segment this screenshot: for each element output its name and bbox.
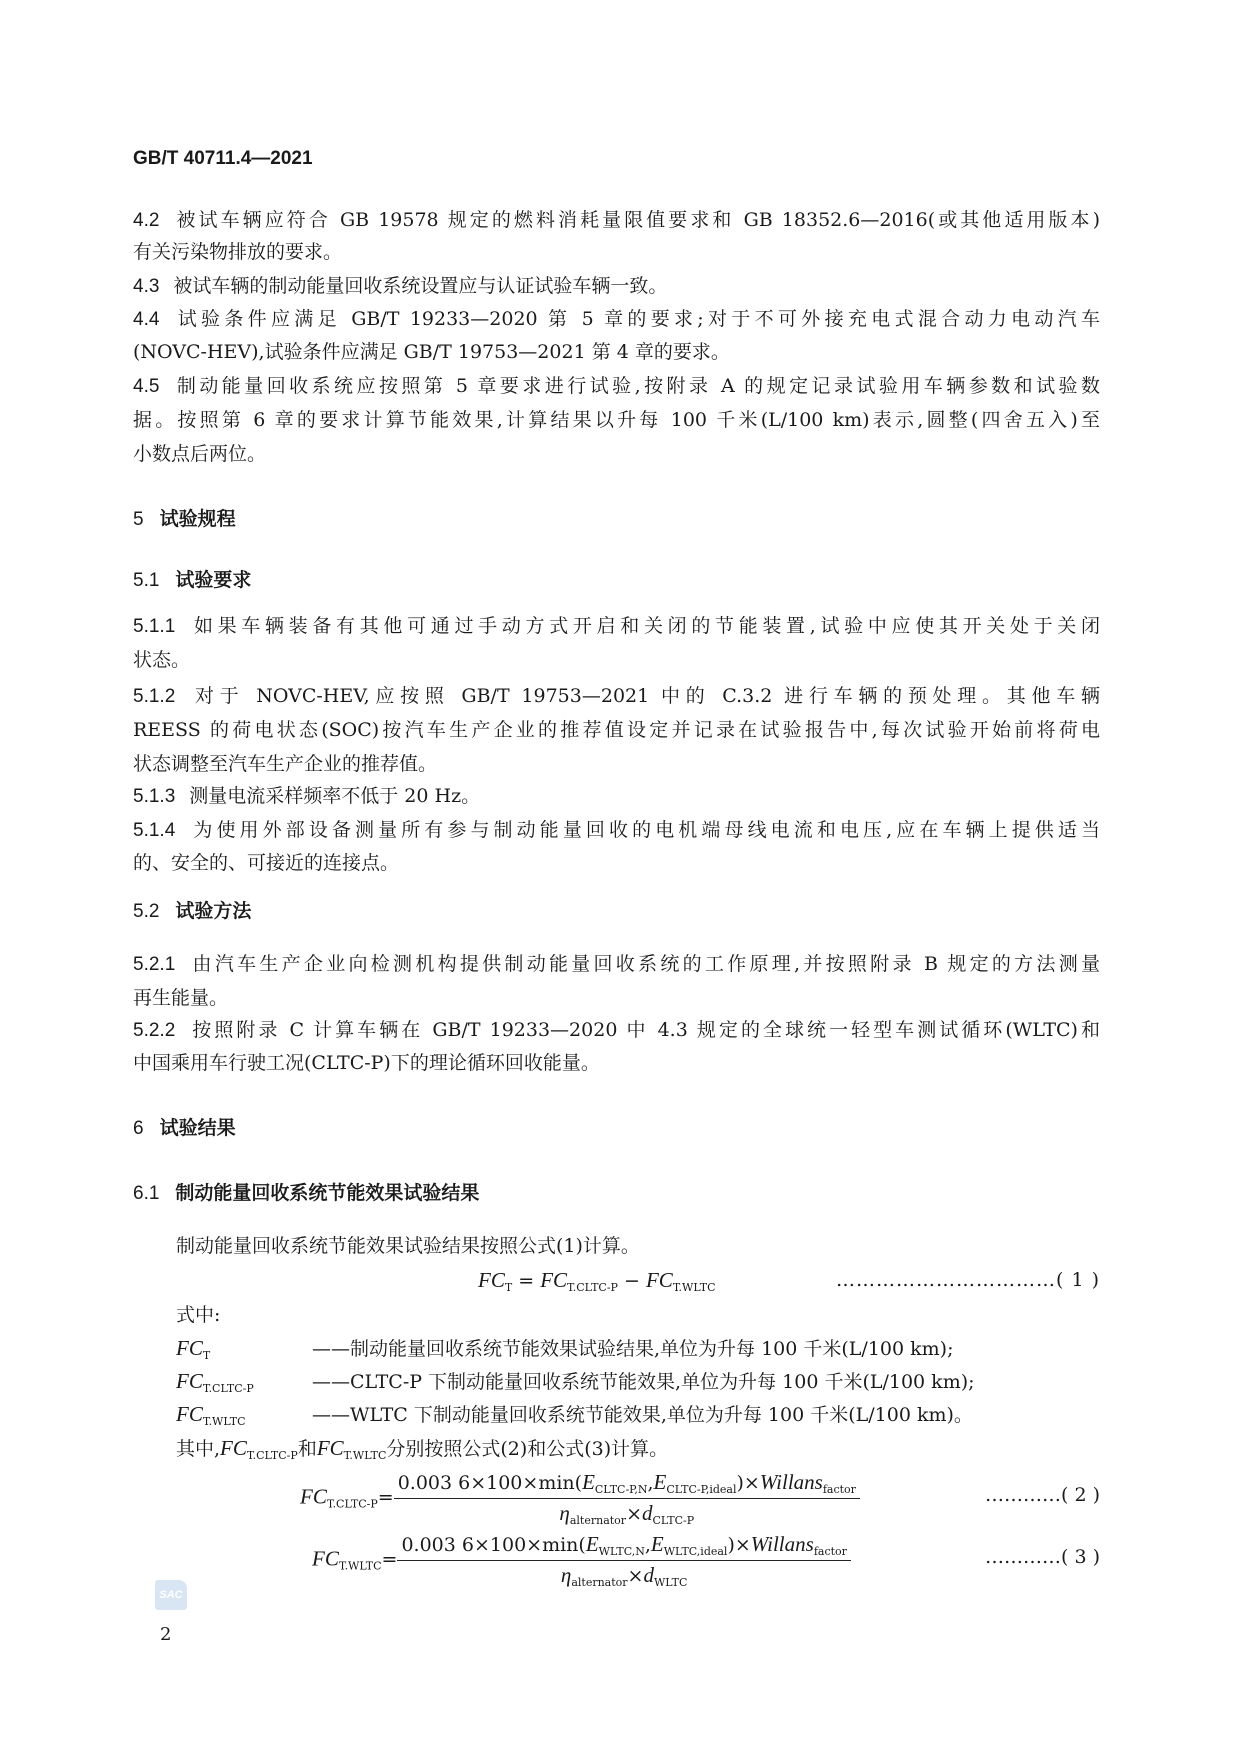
paragraph-5.2.2 bbox=[133, 1015, 1100, 1045]
where-label: 式中: bbox=[176, 1304, 221, 1326]
definition-text: ——制动能量回收系统节能效果试验结果,单位为升每 100 千米(L/100 km); bbox=[312, 1338, 954, 1360]
paragraph-text: 对于 NOVC-HEV,应按照 GB/T 19753—2021 中的 C.3.2 进行车辆的预处理。其他车辆 bbox=[189, 685, 1100, 707]
paragraph-text: 小数点后两位。 bbox=[133, 443, 267, 465]
section-heading-6 bbox=[133, 1114, 1100, 1144]
symbol-fc: FC bbox=[176, 1336, 203, 1360]
clause-number: 5.1.2 bbox=[133, 686, 176, 707]
section-heading-6.1 bbox=[133, 1179, 1100, 1209]
section-title: 制动能量回收系统节能效果试验结果 bbox=[175, 1183, 480, 1204]
paragraph-4.2 bbox=[133, 205, 1100, 235]
formula-1 bbox=[133, 1265, 1100, 1295]
numerator: 0.003 $6\times 100\times\min(E_{WLTC,N},E_{WLTC,ideal})\times Willans_{factor}$ bbox=[397, 1532, 850, 1561]
formula-3 bbox=[312, 1532, 851, 1589]
paragraph-5.1.2 bbox=[133, 681, 1100, 711]
text: 0.003 6×100×min( bbox=[401, 1534, 586, 1556]
paragraph-5.2.1 bbox=[133, 949, 1100, 979]
paragraph-continuation bbox=[133, 1048, 1100, 1078]
sub: T bbox=[504, 1281, 513, 1294]
paragraph-continuation bbox=[133, 749, 1100, 779]
clause-number: 5.1.4 bbox=[133, 820, 176, 841]
clause-number: 4.2 bbox=[133, 210, 160, 231]
paragraph-text: 状态调整至汽车生产企业的推荐值。 bbox=[133, 753, 438, 775]
equals: = bbox=[518, 1270, 535, 1292]
sub: T bbox=[202, 1349, 211, 1362]
paragraph-text: 被试车辆的制动能量回收系统设置应与认证试验车辆一致。 bbox=[173, 275, 668, 297]
definition-item bbox=[176, 1399, 1143, 1429]
section-number: 5.2 bbox=[133, 901, 160, 922]
paragraph-text: 的、安全的、可接近的连接点。 bbox=[133, 852, 400, 874]
paragraph-continuation bbox=[133, 983, 1100, 1013]
paragraph-5.1.3 bbox=[133, 781, 1100, 811]
clause-number: 4.5 bbox=[133, 376, 160, 397]
paragraph-text: 状态。 bbox=[133, 649, 191, 671]
paragraph-4.3 bbox=[133, 271, 1100, 301]
numerator: 0.003 $6\times 100\times\min(E_{CLTC-P,N},E_{CLTC-P,ideal})\times Willans_{factor}$ bbox=[394, 1470, 860, 1499]
equals: = bbox=[377, 1486, 394, 1509]
formula-intro: 制动能量回收系统节能效果试验结果按照公式(1)计算。 bbox=[176, 1235, 640, 1257]
paragraph-continuation bbox=[133, 405, 1100, 435]
sub: T.WLTC bbox=[343, 1449, 387, 1462]
symbol-fc: FC bbox=[300, 1484, 327, 1509]
section-number: 5 bbox=[133, 509, 144, 530]
sub: WLTC,ideal bbox=[663, 1545, 728, 1558]
symbol-fc: FC bbox=[220, 1436, 247, 1460]
symbol-d: d bbox=[641, 1501, 653, 1525]
paragraph-continuation bbox=[133, 715, 1100, 745]
symbol-e: E bbox=[653, 1470, 667, 1494]
paragraph-text: 中国乘用车行驶工况(CLTC-P)下的理论循环回收能量。 bbox=[133, 1052, 600, 1074]
definition-item bbox=[176, 1333, 1143, 1363]
section-number: 6 bbox=[133, 1118, 144, 1139]
section-title: 试验规程 bbox=[159, 509, 236, 530]
sub: CLTC-P,N bbox=[594, 1483, 648, 1496]
paragraph-continuation bbox=[133, 645, 1100, 675]
paragraph-continuation bbox=[133, 439, 1100, 469]
paragraph-text: 有关污染物排放的要求。 bbox=[133, 241, 343, 263]
section-number: 5.1 bbox=[133, 570, 160, 591]
formula-2 bbox=[300, 1470, 860, 1527]
equals: = bbox=[381, 1548, 398, 1571]
denominator bbox=[397, 1561, 850, 1589]
paragraph-text: 按照附录 C 计算车辆在 GB/T 19233—2020 中 4.3 规定的全球统一轻型车测试循环(WLTC)和 bbox=[189, 1019, 1100, 1041]
symbol-eta: η bbox=[559, 1501, 570, 1525]
willans: Willans bbox=[750, 1532, 814, 1556]
text: 其中, bbox=[176, 1438, 221, 1460]
symbol-e: E bbox=[582, 1470, 595, 1494]
paragraph-text: REESS 的荷电状态(SOC)按汽车生产企业的推荐值设定并记录在试验报告中,每次试验开始前将荷电 bbox=[133, 719, 1100, 741]
symbol-e: E bbox=[650, 1532, 664, 1556]
clause-number: 5.2.1 bbox=[133, 954, 176, 975]
definition-item bbox=[176, 1366, 1143, 1396]
sub: alternator bbox=[571, 1576, 628, 1589]
sub: T.CLTC-P bbox=[567, 1281, 618, 1294]
text: 分别按照公式(2)和公式(3)计算。 bbox=[386, 1438, 669, 1460]
paragraph-text: 试验条件应满足 GB/T 19233—2020 第 5 章的要求;对于不可外接充电式混合动力电动汽车 bbox=[173, 308, 1100, 330]
clause-number: 5.2.2 bbox=[133, 1020, 176, 1041]
fraction bbox=[394, 1470, 860, 1527]
paragraph-text: 再生能量。 bbox=[133, 987, 229, 1009]
paragraph-text: 如果车辆装备有其他可通过手动方式开启和关闭的节能装置,试验中应使其开关处于关闭 bbox=[189, 615, 1100, 637]
equation-number-1: ……………………………( 1 ) bbox=[836, 1269, 1100, 1291]
paragraph-text: 被试车辆应符合 GB 19578 规定的燃料消耗量限值要求和 GB 18352.6—2016(或其他适用版本) bbox=[173, 209, 1100, 231]
page-number: 2 bbox=[160, 1624, 172, 1645]
clause-number: 4.4 bbox=[133, 309, 160, 330]
standard-code-header: GB/T 40711.4—2021 bbox=[133, 148, 313, 169]
section-number: 6.1 bbox=[133, 1183, 160, 1204]
sub: CLTC-P bbox=[652, 1514, 695, 1527]
paragraph-continuation bbox=[133, 848, 1100, 878]
paragraph-4.4 bbox=[133, 304, 1100, 334]
fraction bbox=[397, 1532, 850, 1589]
symbol-fc: FC bbox=[316, 1436, 344, 1460]
equation-number-3: …………( 3 ) bbox=[985, 1546, 1100, 1568]
section-title: 试验结果 bbox=[159, 1118, 236, 1139]
sac-logo: SAC bbox=[155, 1580, 187, 1610]
times: × bbox=[627, 1565, 644, 1587]
paragraph-continuation bbox=[133, 237, 1100, 267]
paragraph-4.5 bbox=[133, 371, 1100, 401]
sub: T.WLTC bbox=[338, 1559, 382, 1573]
text: )× bbox=[736, 1472, 760, 1494]
sub: factor bbox=[813, 1545, 847, 1558]
willans: Willans bbox=[759, 1470, 823, 1494]
paragraph-5.1.4 bbox=[133, 815, 1100, 845]
sub: T.WLTC bbox=[672, 1281, 716, 1294]
section-heading-5.1 bbox=[133, 566, 1100, 596]
sub: T.CLTC-P bbox=[202, 1382, 254, 1395]
clause-number: 4.3 bbox=[133, 276, 160, 297]
text: 和 bbox=[297, 1438, 317, 1460]
clause-number: 5.1.3 bbox=[133, 786, 176, 807]
sub: T.CLTC-P bbox=[326, 1497, 378, 1511]
symbol-fc: FC bbox=[176, 1369, 203, 1393]
paragraph-text: 制动能量回收系统应按照第 5 章要求进行试验,按附录 A 的规定记录试验用车辆参数和试验数 bbox=[173, 375, 1100, 397]
section-title: 试验方法 bbox=[175, 901, 252, 922]
paragraph-text: (NOVC-HEV),试验条件应满足 GB/T 19753—2021 第 4 章的要求。 bbox=[133, 341, 730, 363]
symbol-d: d bbox=[643, 1563, 654, 1587]
sub: WLTC,N bbox=[598, 1545, 645, 1558]
symbol-e: E bbox=[585, 1532, 599, 1556]
among-sentence bbox=[176, 1433, 1143, 1463]
sub: alternator bbox=[569, 1514, 627, 1527]
sub: T.CLTC-P bbox=[246, 1449, 298, 1462]
paragraph-continuation bbox=[133, 337, 1100, 367]
denominator bbox=[394, 1499, 860, 1527]
symbol-fc: FC bbox=[478, 1268, 505, 1292]
sub: WLTC bbox=[653, 1576, 688, 1589]
definition-text: ——WLTC 下制动能量回收系统节能效果,单位为升每 100 千米(L/100 km)。 bbox=[312, 1404, 973, 1426]
sub: factor bbox=[822, 1483, 856, 1496]
symbol-fc: FC bbox=[540, 1268, 568, 1292]
times: × bbox=[626, 1503, 642, 1525]
symbol-fc: FC bbox=[176, 1402, 203, 1426]
sub: CLTC-P,ideal bbox=[666, 1483, 737, 1496]
section-heading-5.2 bbox=[133, 897, 1100, 927]
symbol-fc: FC bbox=[312, 1546, 339, 1571]
paragraph-text: 据。按照第 6 章的要求计算节能效果,计算结果以升每 100 千米(L/100 km)表示,圆整(四舍五入)至 bbox=[133, 409, 1100, 431]
paragraph-text: 由汽车生产企业向检测机构提供制动能量回收系统的工作原理,并按照附录 B 规定的方法测量 bbox=[189, 953, 1100, 975]
paragraph-5.1.1 bbox=[133, 611, 1100, 641]
text: 0.003 6×100×min( bbox=[397, 1472, 583, 1494]
symbol-fc: FC bbox=[645, 1268, 673, 1292]
equation-number-2: …………( 2 ) bbox=[985, 1484, 1100, 1506]
section-title: 试验要求 bbox=[175, 570, 252, 591]
clause-number: 5.1.1 bbox=[133, 616, 176, 637]
text: )× bbox=[727, 1534, 751, 1556]
definition-text: ——CLTC-P 下制动能量回收系统节能效果,单位为升每 100 千米(L/100 km); bbox=[312, 1371, 975, 1393]
paragraph-text: 测量电流采样频率不低于 20 Hz。 bbox=[189, 785, 481, 807]
paragraph-text: 为使用外部设备测量所有参与制动能量回收的电机端母线电流和电压,应在车辆上提供适当 bbox=[189, 819, 1100, 841]
minus: − bbox=[624, 1270, 640, 1292]
sub: T.WLTC bbox=[202, 1415, 246, 1428]
symbol-eta: η bbox=[560, 1563, 572, 1587]
section-heading-5 bbox=[133, 505, 1100, 535]
